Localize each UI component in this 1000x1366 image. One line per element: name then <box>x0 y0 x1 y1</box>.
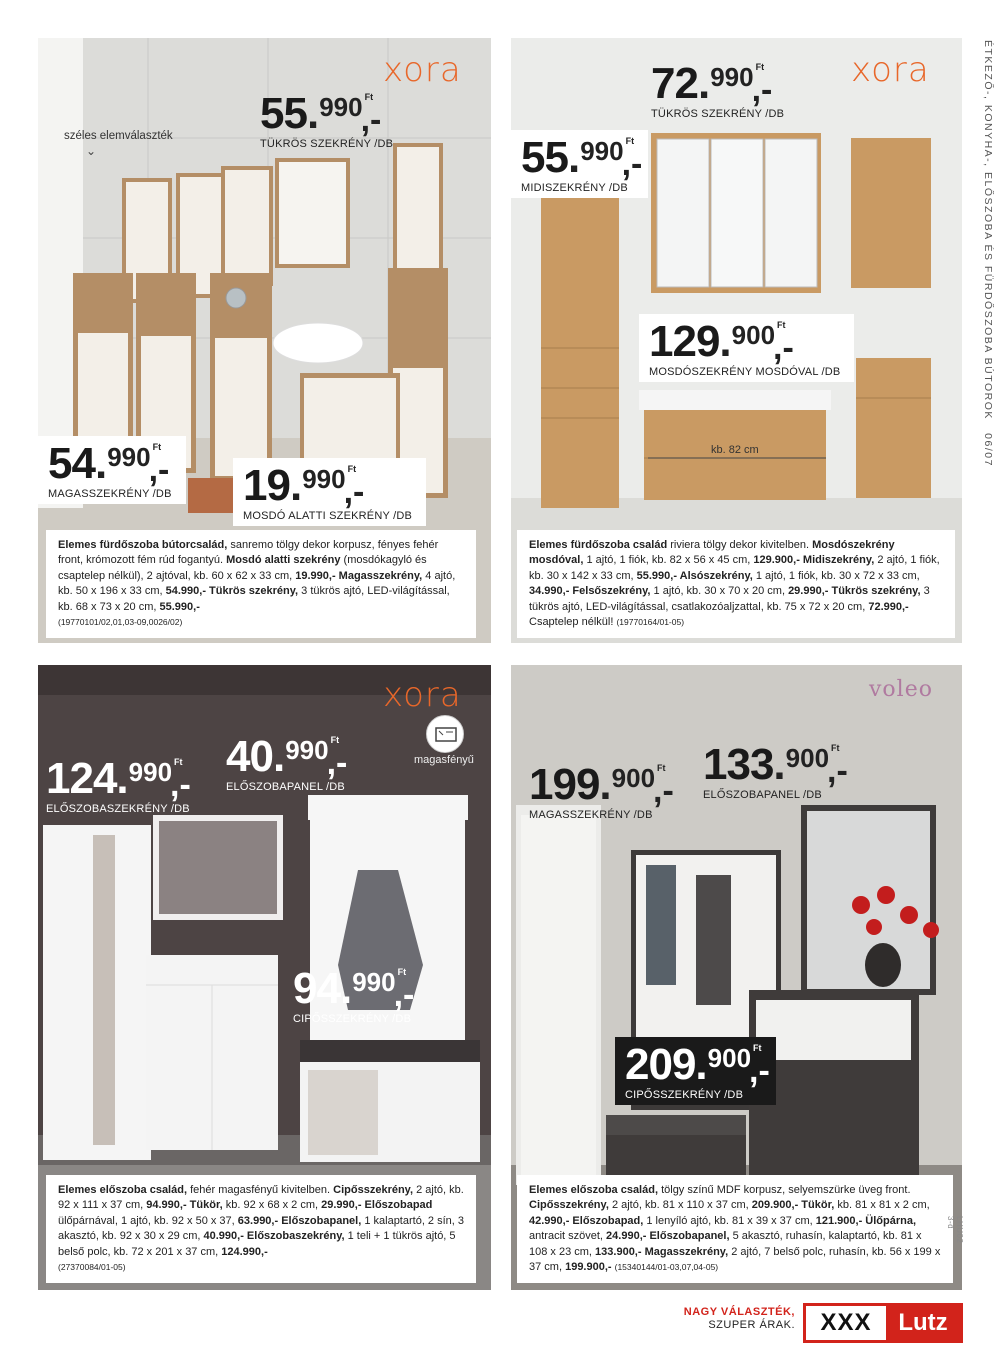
product-code: (19770164/01-05) <box>616 617 685 628</box>
price-tag: 94.990 Ft ,- CIPŐSSZEKRÉNY /DB <box>293 967 411 1025</box>
width-measure: kb. 82 cm <box>711 444 759 456</box>
price-integer: 133 <box>703 740 774 789</box>
price-integer: 54 <box>48 439 95 488</box>
price-tag: 129.900 Ft ,- MOSDÓSZEKRÉNY MOSDÓVAL /DB <box>639 314 854 382</box>
slogan-line-1: NAGY VÁLASZTÉK, <box>683 1306 795 1318</box>
price-currency: Ft ,- <box>331 735 340 745</box>
price-currency: Ft ,- <box>398 967 407 977</box>
price-label: ELŐSZOBAPANEL /DB <box>703 789 822 801</box>
price-label: MAGASSZEKRÉNY /DB <box>529 809 653 821</box>
price-integer: 55 <box>521 133 568 182</box>
price-currency: Ft ,- <box>756 62 765 72</box>
selection-hint: széles elemválaszték <box>64 130 173 142</box>
brand-logo-voleo: voleo <box>869 677 933 702</box>
document-code: LHU02 3-d <box>946 1216 964 1244</box>
price-currency: Ft ,- <box>174 757 183 767</box>
price-currency: Ft ,- <box>657 763 666 773</box>
high-gloss-icon <box>426 715 464 753</box>
price-decimal: 990 <box>352 967 396 997</box>
product-description: Elemes előszoba család, tölgy színű MDF korpusz, selyemszürke üveg front. Cipősszekrény, 2 ajtó, kb. 81 x 110 x 37 cm, 209.900,- Tükör, kb. 81 x 81 x 2 cm, 42.990,- Előszobapad, 1 lenyíló ajtó, kb. 81 x 39 x 37 cm, 121.900,- Ülőpárna, antracit szövet, 24.990,- Előszobapanel, 5 akasztó, ruhasín, kalaptartó, kb. 81 x 108 x 23 cm, 133.900,- Magasszekrény, 2 ajtó, 7 belső polc, ruhasín, kb. 56 x 199 x 37 cm, 199.900,- (15340144/01-03,07,04-05) <box>517 1175 953 1283</box>
price-label: MOSDÓSZEKRÉNY MOSDÓVAL /DB <box>649 366 841 378</box>
price-currency: Ft ,- <box>348 464 357 474</box>
hallway-panel-1 <box>38 665 491 1290</box>
logo-lutz-text: Lutz <box>898 1309 948 1336</box>
price-tag: 19.990 Ft ,- MOSDÓ ALATTI SZEKRÉNY /DB <box>233 458 426 526</box>
price-currency: Ft ,- <box>777 320 786 330</box>
brand-logo-xora: xora <box>383 675 462 715</box>
product-code: (15340144/01-03,07,04-05) <box>614 1262 719 1273</box>
price-integer: 94 <box>293 964 340 1013</box>
price-integer: 209 <box>625 1040 696 1089</box>
price-tag: 199.900 Ft ,- MAGASSZEKRÉNY /DB <box>529 763 666 821</box>
xxxlutz-logo <box>803 1303 963 1343</box>
price-tag: 55.990 Ft ,- MIDISZEKRÉNY /DB <box>511 130 648 198</box>
brand-logo-xora: xora <box>383 50 462 90</box>
page-number: 06/07 <box>982 433 994 467</box>
price-decimal: 990 <box>128 757 173 787</box>
product-description: Elemes előszoba család, fehér magasfényű kivitelben. Cipősszekrény, 2 ajtó, kb. 92 x 111 x 37 cm, 94.990,- Tükör, kb. 92 x 68 x 2 cm, 29.990,- Előszobapad ülőpárnával, 1 ajtó, kb. 92 x 50 x 37, 63.990,- Előszobapanel, 1 kalaptartó, 2 sín, 3 akasztó, kb. 92 x 30 x 29 cm, 40.990,- Előszobaszekrény, 1 teli + 1 tükrös ajtó, 5 belső polc, kb. 72 x 201 x 37 cm, 124.990,- (27370084/01-05) <box>46 1175 476 1283</box>
price-integer: 72 <box>651 59 698 108</box>
section-title-text: ÉTKEZŐ-, KONYHA-, ELŐSZOBA ÉS FÜRDŐSZOBA BÚTOROK <box>982 40 994 420</box>
price-label: ELŐSZOBAPANEL /DB <box>226 781 345 793</box>
price-label: CIPŐSSZEKRÉNY /DB <box>625 1089 744 1101</box>
bathroom-panel-2 <box>511 38 962 643</box>
price-tag: 133.900 Ft ,- ELŐSZOBAPANEL /DB <box>703 743 840 801</box>
price-tag: 72.990 Ft ,- TÜKRÖS SZEKRÉNY /DB <box>651 62 784 120</box>
price-decimal: 990 <box>285 735 329 765</box>
product-description: Elemes fürdőszoba család riviera tölgy dekor kivitelben. Mosdószekrény mosdóval, 1 ajtó, 1 fiók, kb. 82 x 56 x 45 cm, 129.900,- Midiszekrény, 2 ajtó, 1 fiók, kb. 30 x 142 x 33 cm, 55.990,- Alsószekrény, 1 ajtó, 1 fiók, kb. 30 x 72 x 33 cm, 34.990,- Felsőszekrény, 1 ajtó, kb. 30 x 70 x 20 cm, 29.990,- Tükrös szekrény, 3 tükrös ajtó, LED-világítással, csatlakozóaljzattal, kb. 75 x 72 x 20 cm, 72.990,- Csaptelep nélkül! (19770164/01-05) <box>517 530 955 638</box>
high-gloss-label: magasfényű <box>414 754 474 766</box>
hallway-panel-2 <box>511 665 962 1290</box>
price-currency: Ft ,- <box>753 1043 762 1053</box>
price-integer: 40 <box>226 732 273 781</box>
price-currency: Ft ,- <box>626 136 635 146</box>
product-code: (27370084/01-05) <box>58 1262 126 1273</box>
price-tag: 124.990 Ft ,- ELŐSZOBASZEKRÉNY /DB <box>46 757 190 815</box>
price-integer: 124 <box>46 754 117 803</box>
price-decimal: 990 <box>302 464 346 494</box>
price-decimal: 900 <box>785 743 830 773</box>
brand-logo-xora: xora <box>851 50 930 90</box>
bathroom-panel-1 <box>38 38 491 643</box>
price-decimal: 900 <box>611 763 656 793</box>
price-tag: 54.990 Ft ,- MAGASSZEKRÉNY /DB <box>38 436 186 504</box>
footer-slogan <box>684 1306 795 1332</box>
page-section-title <box>982 40 994 467</box>
chevron-down-icon: ⌄ <box>86 144 97 158</box>
price-decimal: 990 <box>710 62 754 92</box>
price-tag: 40.990 Ft ,- ELŐSZOBAPANEL /DB <box>226 735 345 793</box>
product-description: Elemes fürdőszoba bútorcsalád, sanremo tölgy dekor korpusz, fényes fehér front, krómozott fém rúd fogantyú. Mosdó alatti szekrény (mosdókagyló és csaptelep nélkül), 2 ajtóval, kb. 60 x 62 x 33 cm, 19.990,- Magasszekrény, 4 ajtó, kb. 50 x 196 x 33 cm, 54.990,- Tükrös szekrény, 3 tükrös ajtó, LED-világítással, kb. 68 x 73 x 20 cm, 55.990,- (19770101/02,01,03-09,0026/02) <box>46 530 476 638</box>
slogan-line-2: SZUPER ÁRAK. <box>708 1319 795 1331</box>
price-currency: Ft ,- <box>365 92 374 102</box>
price-decimal: 900 <box>707 1043 752 1073</box>
price-label: CIPŐSSZEKRÉNY /DB <box>293 1013 412 1025</box>
price-currency: Ft ,- <box>153 442 162 452</box>
price-decimal: 990 <box>580 136 624 166</box>
price-label: TÜKRÖS SZEKRÉNY /DB <box>260 138 394 150</box>
price-currency: Ft ,- <box>831 743 840 753</box>
price-integer: 129 <box>649 317 720 366</box>
price-label: TÜKRÖS SZEKRÉNY /DB <box>651 108 785 120</box>
price-integer: 55 <box>260 89 307 138</box>
price-tag: 55.990 Ft ,- TÜKRÖS SZEKRÉNY /DB <box>260 92 393 150</box>
price-decimal: 900 <box>731 320 776 350</box>
price-tag: 209.900 Ft ,- CIPŐSSZEKRÉNY /DB <box>615 1037 776 1105</box>
product-code: (19770101/02,01,03-09,0026/02) <box>58 617 183 628</box>
price-integer: 199 <box>529 760 600 809</box>
price-integer: 19 <box>243 461 290 510</box>
price-decimal: 990 <box>319 92 363 122</box>
price-label: MOSDÓ ALATTI SZEKRÉNY /DB <box>243 510 413 522</box>
logo-xxx-text: XXX <box>806 1306 886 1340</box>
price-label: MIDISZEKRÉNY /DB <box>521 182 628 194</box>
price-label: MAGASSZEKRÉNY /DB <box>48 488 172 500</box>
price-label: ELŐSZOBASZEKRÉNY /DB <box>46 803 190 815</box>
price-decimal: 990 <box>107 442 151 472</box>
